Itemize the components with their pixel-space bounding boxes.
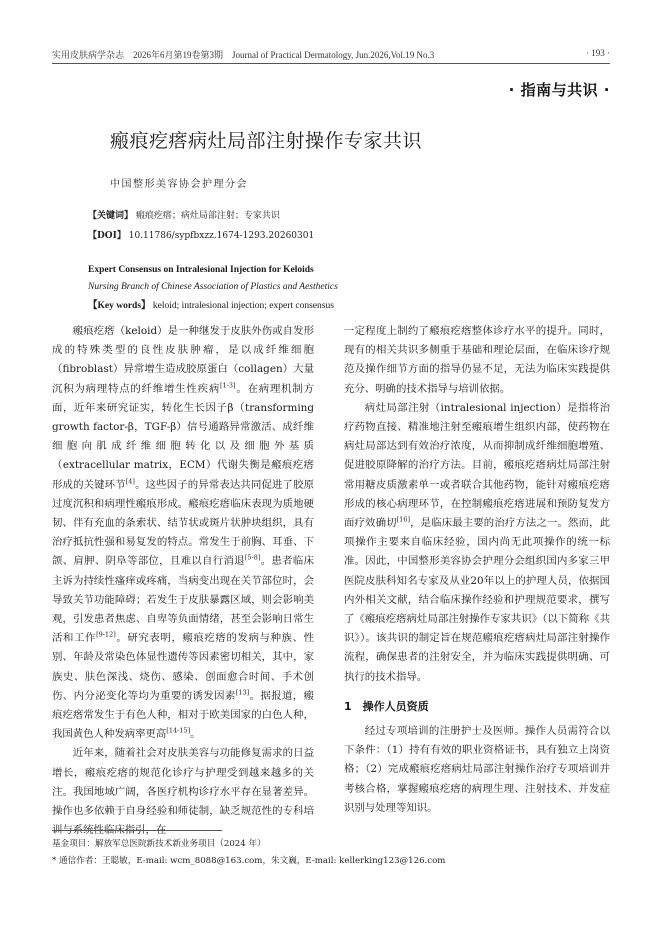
english-keywords xyxy=(88,297,334,311)
text-run: 。 xyxy=(190,728,201,741)
citation: [13] xyxy=(235,688,250,697)
text-run: 。患者临床主诉为持续性瘙痒或疼痛，当病变出现在关节部位时，会导致关节功能障碍；若发生于皮肤暴露区域，则会影响美观，引发患者焦虑、自卑等负面情绪，甚至会影响日常生活和工作 xyxy=(52,555,314,645)
body-column-left xyxy=(52,322,315,837)
text-run: 。研究表明，瘢痕疙瘩的发病与种族、性别、年龄及常染色体显性遗传等因素密切相关，其中，家族史、肤色深浅、烧伤、感染、创面愈合时间、手术创伤、内分泌变化等均为重要的诱发因素 xyxy=(52,632,315,702)
doi-line xyxy=(88,228,314,241)
english-keywords-text: keloid; intralesional injection; expert consensus xyxy=(152,301,334,311)
text-run: 。这些因子的异常表达共同促进了胶原过度沉积和病理性瘢痕形成。瘢痕疙瘩临床表现为质地硬韧、伴有充血的条索状、结节状或斑片状肿块组织，具有治疗抵抗性强和易复发的特点。常发生于前胸、耳垂、下颌、肩胛、阴阜等部位，且难以自行消退 xyxy=(52,478,315,568)
page-number: · 193 · xyxy=(586,48,610,58)
funding-footnote: 基金项目：解放军总医院新技术新业务项目（2024 年） xyxy=(52,839,266,849)
english-keywords-label: 【Key words】 xyxy=(88,301,151,311)
journal-info: 实用皮肤病学杂志 2026年6月第19卷第3期 Journal of Practical Dermatology, Jun.2026,Vol.19 No.3 xyxy=(52,50,435,60)
section-heading: 1 操作人员资质 xyxy=(344,699,429,713)
author-organization: 中国整形美容协会护理分会 xyxy=(110,179,248,190)
citation: [4] xyxy=(125,477,135,486)
english-title: Expert Consensus on Intralesional Injection for Keloids xyxy=(88,265,314,275)
paragraph: 近年来，随着社会对皮肤美容与功能修复需求的日益增长，瘢痕疙瘩的规范化诊疗与护理受到越来越多的关注。我国地域广阔，各医疗机构诊疗水平存在显著差异。操作也多依赖于自身经验和师徒制，缺乏规范性的专科培训与系统性临床指引，在 xyxy=(52,747,314,837)
citation: [1-3] xyxy=(220,381,236,390)
citation: [14-15] xyxy=(166,726,191,735)
english-organization: Nursing Branch of Chinese Association of Plastics and Aesthetics xyxy=(88,282,338,292)
text-run: 病灶局部注射（intralesional injection）是指将治疗药物直接、精准地注射至瘢痕增生组织内部，使药物在病灶局部达到有效治疗浓度，从而抑制成纤维细胞增殖、促进胶原降解的治疗方法。目前，瘢痕疙瘩病灶局部注射常用糖皮质激素单一或者联合其他药物，能针对瘢痕疙瘩形成的核心病理环节，在控制瘢痕疙瘩进展和预防复发方面疗效确切 xyxy=(344,401,610,530)
doi-text: 10.11786/sypfbxzz.1674-1293.20260301 xyxy=(128,231,315,241)
paragraph xyxy=(344,399,610,687)
footnote-rule xyxy=(52,830,222,831)
doi-label: 【DOI】 xyxy=(88,231,126,241)
keywords-line xyxy=(88,208,280,221)
keywords-text: 瘢痕疙瘩；病灶局部注射；专家共识 xyxy=(135,211,280,221)
body-column-right xyxy=(344,322,610,818)
article-title: 瘢痕疙瘩病灶局部注射操作专家共识 xyxy=(110,130,423,152)
text-run: 瘢痕疙瘩（keloid）是一种继发于皮肤外伤或自发形成的特殊类型的良性皮肤肿瘤，是以成纤维细胞（fibroblast）异常增生造成胶原蛋白（collagen）大量沉积为病理特点的纤维增生性疾病 xyxy=(52,325,314,395)
keywords-label: 【关键词】 xyxy=(88,211,134,221)
citation: [9-12] xyxy=(96,630,116,639)
corresponding-author-footnote: * 通信作者：王聪敏，E-mail: wcm_8088@163.com，朱文巍，E-mail: kellerking123@126.com xyxy=(52,856,446,866)
paragraph: 经过专项培训的注册护士及医师。操作人员需符合以下条件：（1）持有有效的职业资格证书，具有独立上岗资格；（2）完成瘢痕疙瘩病灶局部注射操作治疗专项培训并考核合格，掌握瘢痕疙瘩的病理生理、注射技术、并发症识别与处理等知识。 xyxy=(344,725,610,814)
citation: [5-8] xyxy=(244,553,261,562)
paragraph xyxy=(52,322,314,744)
text-run: ，是临床最主要的治疗方法之一。然而，此项操作主要来自临床经验，国内尚无此项操作的统一标准。因此，中国整形美容协会护理分会组织国内多家三甲医院皮肤科知名专家及从业20年以上的护理人员，依据国内外相关文献，结合临床操作经验和护理规范要求，撰写了《瘢痕疙瘩病灶局部注射操作专家共识》（以下简称《共识》）。该共识的制定旨在规范瘢痕疙瘩病灶局部注射操作流程，确保患者的注射安全，并为临床实践提供明确、可执行的技术指导。 xyxy=(344,517,611,683)
running-header xyxy=(52,48,610,61)
text-run: 。据报道，瘢痕疙瘩常发生于有色人种，相对于欧美国家的白色人种，我国黄色人种发病率更高 xyxy=(52,689,315,741)
citation: [16] xyxy=(396,515,410,524)
text-run: 。在病理机制方面，近年来研究证实，转化生长因子β（transforming growth factor-β，TGF-β）信号通路异常激活、成纤维细胞向肌成纤维细胞转化以及细胞外基质（extracellular matrix，ECM）代谢失衡是瘢痕疙瘩形成的关键环节 xyxy=(52,382,315,491)
section-tag: · 指南与共识 · xyxy=(508,81,610,99)
paragraph: 一定程度上制约了瘢痕疙瘩整体诊疗水平的提升。同时，现有的相关共识多侧重于基础和理论层面，在临床诊疗规范及操作细节方面的指导仍显不足，无法为临床实践提供充分、明确的技术指导与培训依据。 xyxy=(344,325,610,395)
header-rule xyxy=(52,63,610,64)
